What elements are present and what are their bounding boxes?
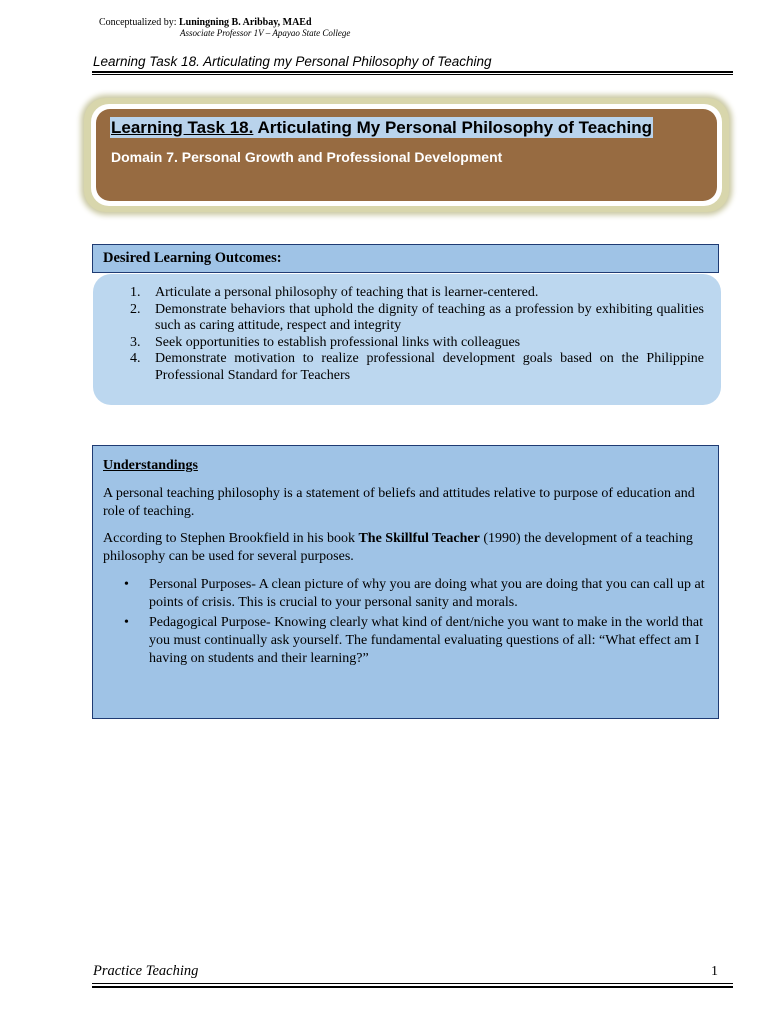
list-item xyxy=(130,335,704,352)
book-title: The Skillful Teacher xyxy=(358,531,480,546)
list-item-text: Articulate a personal philosophy of teaching that is learner-centered. xyxy=(155,285,539,300)
purposes-list xyxy=(103,576,707,668)
running-header-title: Learning Task 18. Articulating my Personal Philosophy of Teaching xyxy=(93,54,492,69)
outcomes-list xyxy=(130,285,704,384)
page-title xyxy=(110,117,653,138)
list-item-number: 2. xyxy=(130,301,141,317)
paragraph-text: (1990) the development of a teaching philosophy can be used for several purposes. xyxy=(103,531,693,564)
list-item-text: Demonstrate behaviors that uphold the dignity of teaching as a profession by exhibiting qualities such as caring attitude, respect and integrity xyxy=(155,301,704,333)
page-title-text: Articulating My Personal Philosophy of Teaching xyxy=(253,118,652,137)
list-item xyxy=(103,576,707,612)
list-item-number: 1. xyxy=(130,285,141,300)
list-item-text: Pedagogical Purpose- Knowing clearly what kind of dent/niche you want to make in the world that you must continually ask yourself. The fundamental evaluating questions of all: “What effect am I having on students and their learning?” xyxy=(149,615,704,666)
author-name: Luningning B. Aribbay, MAEd xyxy=(178,17,312,28)
header-rule xyxy=(92,71,733,73)
list-item xyxy=(130,351,704,384)
page-number: 1 xyxy=(711,964,718,979)
credit-prefix: Conceptualized by: xyxy=(99,17,177,28)
domain-subtitle: Domain 7. Personal Growth and Professional Development xyxy=(111,149,503,165)
footer-rule xyxy=(92,986,733,988)
footer-rule-thin xyxy=(92,983,733,984)
list-item-number: 3. xyxy=(130,334,141,350)
understandings-paragraph: A personal teaching philosophy is a statement of beliefs and attitudes relative to purpose of education and role of teaching. xyxy=(103,486,695,519)
list-item-text: Seek opportunities to establish professional links with colleagues xyxy=(155,334,521,350)
list-item-text: Personal Purposes- A clean picture of why you are doing what you are doing that you can call up at points of crisis. This is crucial to your personal sanity and morals. xyxy=(149,577,705,610)
bullet-icon: • xyxy=(124,615,129,630)
header-rule-thin xyxy=(92,74,733,75)
outcomes-header xyxy=(92,244,719,273)
list-item xyxy=(130,285,704,302)
brookfield-paragraph xyxy=(103,530,707,566)
list-item xyxy=(130,302,704,335)
list-item-text: Demonstrate motivation to realize professional development goals based on the Philippine Professional Standard for Teachers xyxy=(155,351,704,383)
author-credit xyxy=(99,17,350,39)
footer-title: Practice Teaching xyxy=(93,963,199,979)
list-item-number: 4. xyxy=(130,351,141,366)
paragraph-text: According to Stephen Brookfield in his book xyxy=(103,531,359,546)
understandings-heading: Understandings xyxy=(103,458,198,473)
understandings-content xyxy=(103,457,707,670)
bullet-icon: • xyxy=(124,577,129,592)
outcomes-heading: Desired Learning Outcomes: xyxy=(103,250,282,266)
page-title-task: Learning Task 18. xyxy=(111,118,254,137)
list-item xyxy=(103,614,707,668)
author-role: Associate Professor 1V – Apayao State College xyxy=(180,28,351,38)
